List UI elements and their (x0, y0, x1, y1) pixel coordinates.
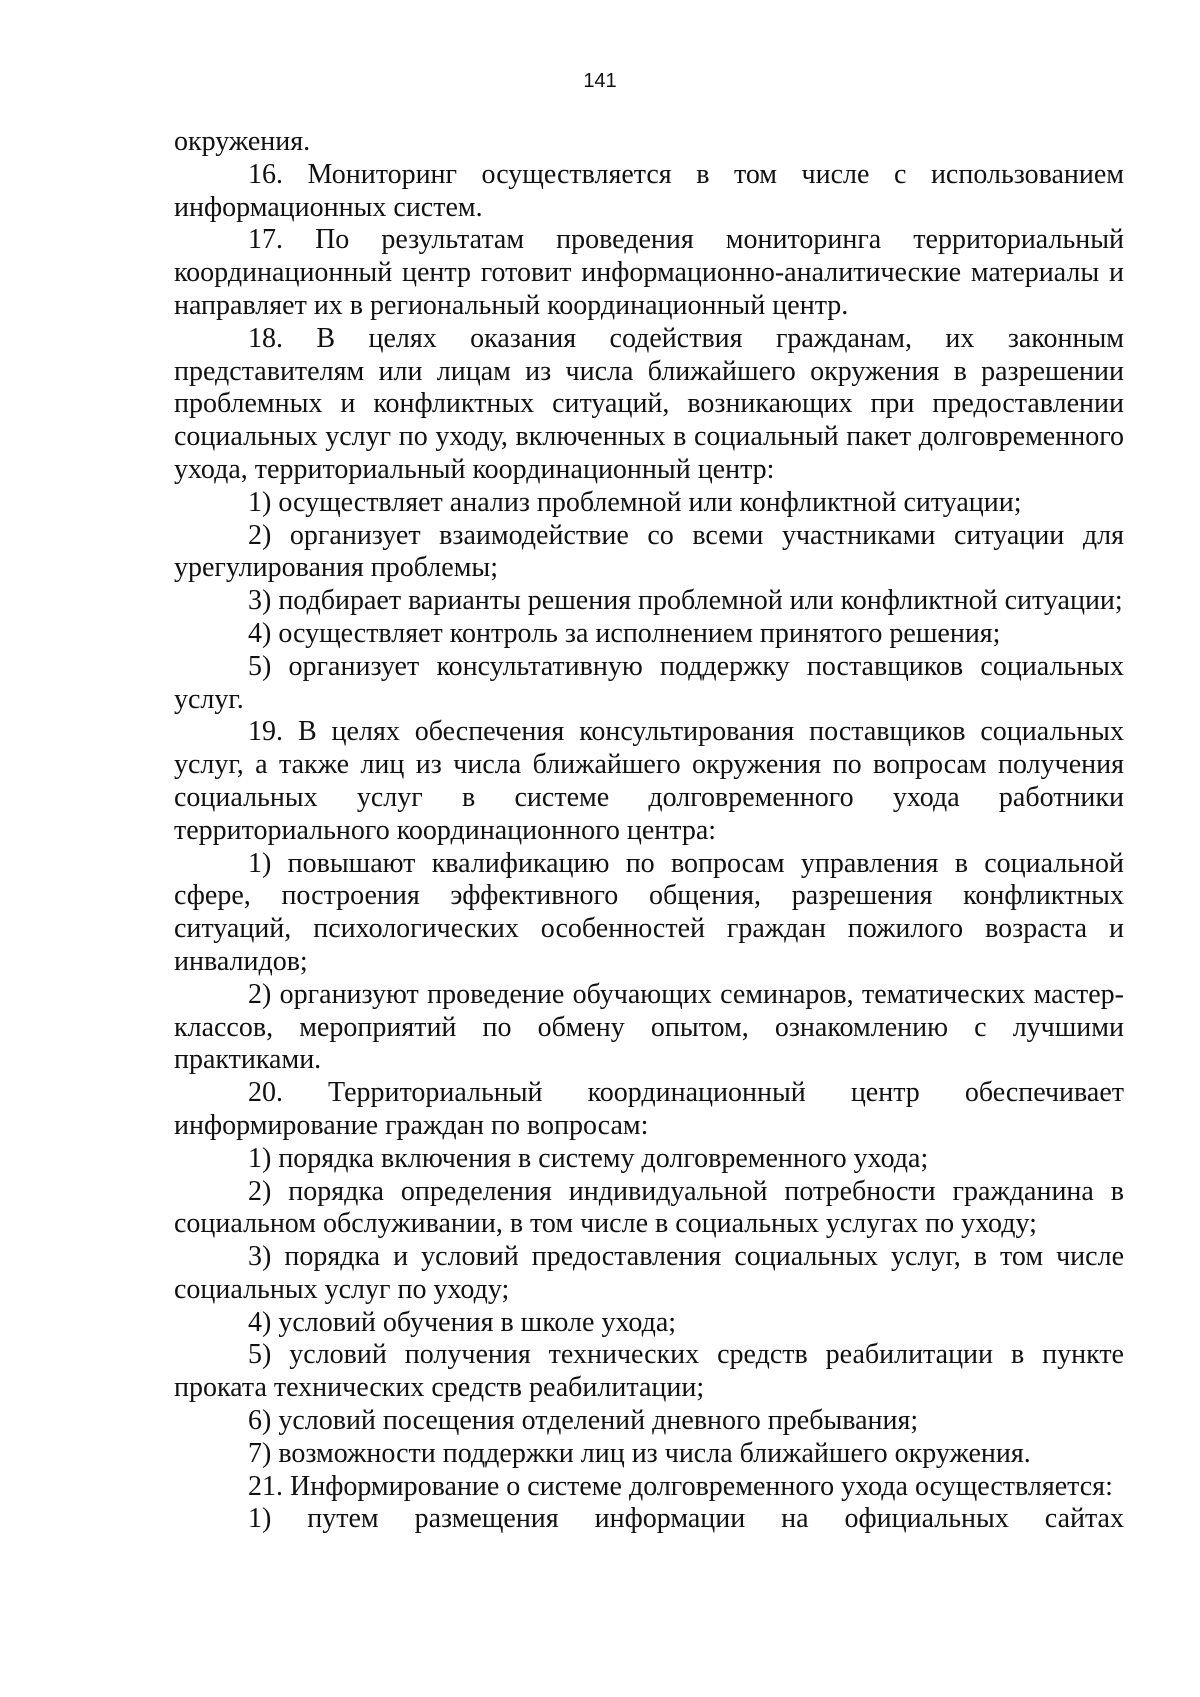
paragraph: 1) повышают квалификацию по вопросам управления в социальной сфере, построения эффективного общения, разрешения конфликтных ситуаций, психологических особенностей граждан пожилого возраста и инвалидов; (174, 847, 1124, 977)
paragraph: 19. В целях обеспечения консультирования поставщиков социальных услуг, а также лиц из числа ближайшего окружения по вопросам получения социальных услуг в системе долговременного ухода работники территориального координационного центра: (174, 716, 1124, 846)
paragraph: 3) подбирает варианты решения проблемной или конфликтной ситуации; (248, 585, 1123, 617)
paragraph: 4) осуществляет контроль за исполнением принятого решения; (248, 617, 1001, 649)
document-body (174, 126, 1124, 1536)
paragraph: 16. Мониторинг осуществляется в том числе с использованием информационных систем. (174, 158, 1124, 223)
paragraph: 6) условий посещения отделений дневного пребывания; (248, 1405, 919, 1437)
paragraph: 18. В целях оказания содействия гражданам, их законным представителям или лицам из числа ближайшего окружения в разрешении проблемных и конфликтных ситуаций, возникающих при предоставлении социальных услуг по уходу, включенных в социальный пакет долговременного ухода, территориальный координационный центр: (174, 322, 1124, 485)
paragraph: окружения. (174, 126, 311, 157)
paragraph: 1) порядка включения в систему долговременного ухода; (248, 1142, 929, 1174)
paragraph: 17. По результатам проведения мониторинга территориальный координационный центр готовит информационно-аналитические материалы и направляет их в региональный координационный центр. (174, 224, 1124, 321)
paragraph: 1) путем размещения информации на официальных сайтах (248, 1503, 1124, 1535)
paragraph: 3) порядка и условий предоставления социальных услуг, в том числе социальных услуг по уходу; (174, 1241, 1124, 1305)
page-number: 141 (583, 70, 617, 92)
paragraph: 1) осуществляет анализ проблемной или конфликтной ситуации; (248, 486, 1022, 518)
paragraph: 7) возможности поддержки лиц из числа ближайшего окружения. (248, 1437, 1031, 1469)
paragraph: 21. Информирование о системе долговременного ухода осуществляется: (248, 1470, 1113, 1502)
paragraph: 4) условий обучения в школе ухода; (248, 1306, 677, 1338)
paragraph: 2) порядка определения индивидуальной потребности гражданина в социальном обслуживании, в том числе в социальных услугах по уходу; (174, 1175, 1124, 1240)
paragraph: 2) организует взаимодействие со всеми участниками ситуации для урегулирования проблемы; (174, 519, 1124, 584)
paragraph: 5) условий получения технических средств реабилитации в пункте проката технических средств реабилитации; (174, 1339, 1124, 1404)
paragraph: 5) организует консультативную поддержку поставщиков социальных услуг. (174, 650, 1124, 715)
paragraph: 20. Территориальный координационный центр обеспечивает информирование граждан по вопросам: (174, 1077, 1124, 1141)
paragraph: 2) организуют проведение обучающих семинаров, тематических мастер-классов, мероприятий по обмену опытом, ознакомлению с лучшими практиками. (174, 978, 1124, 1076)
